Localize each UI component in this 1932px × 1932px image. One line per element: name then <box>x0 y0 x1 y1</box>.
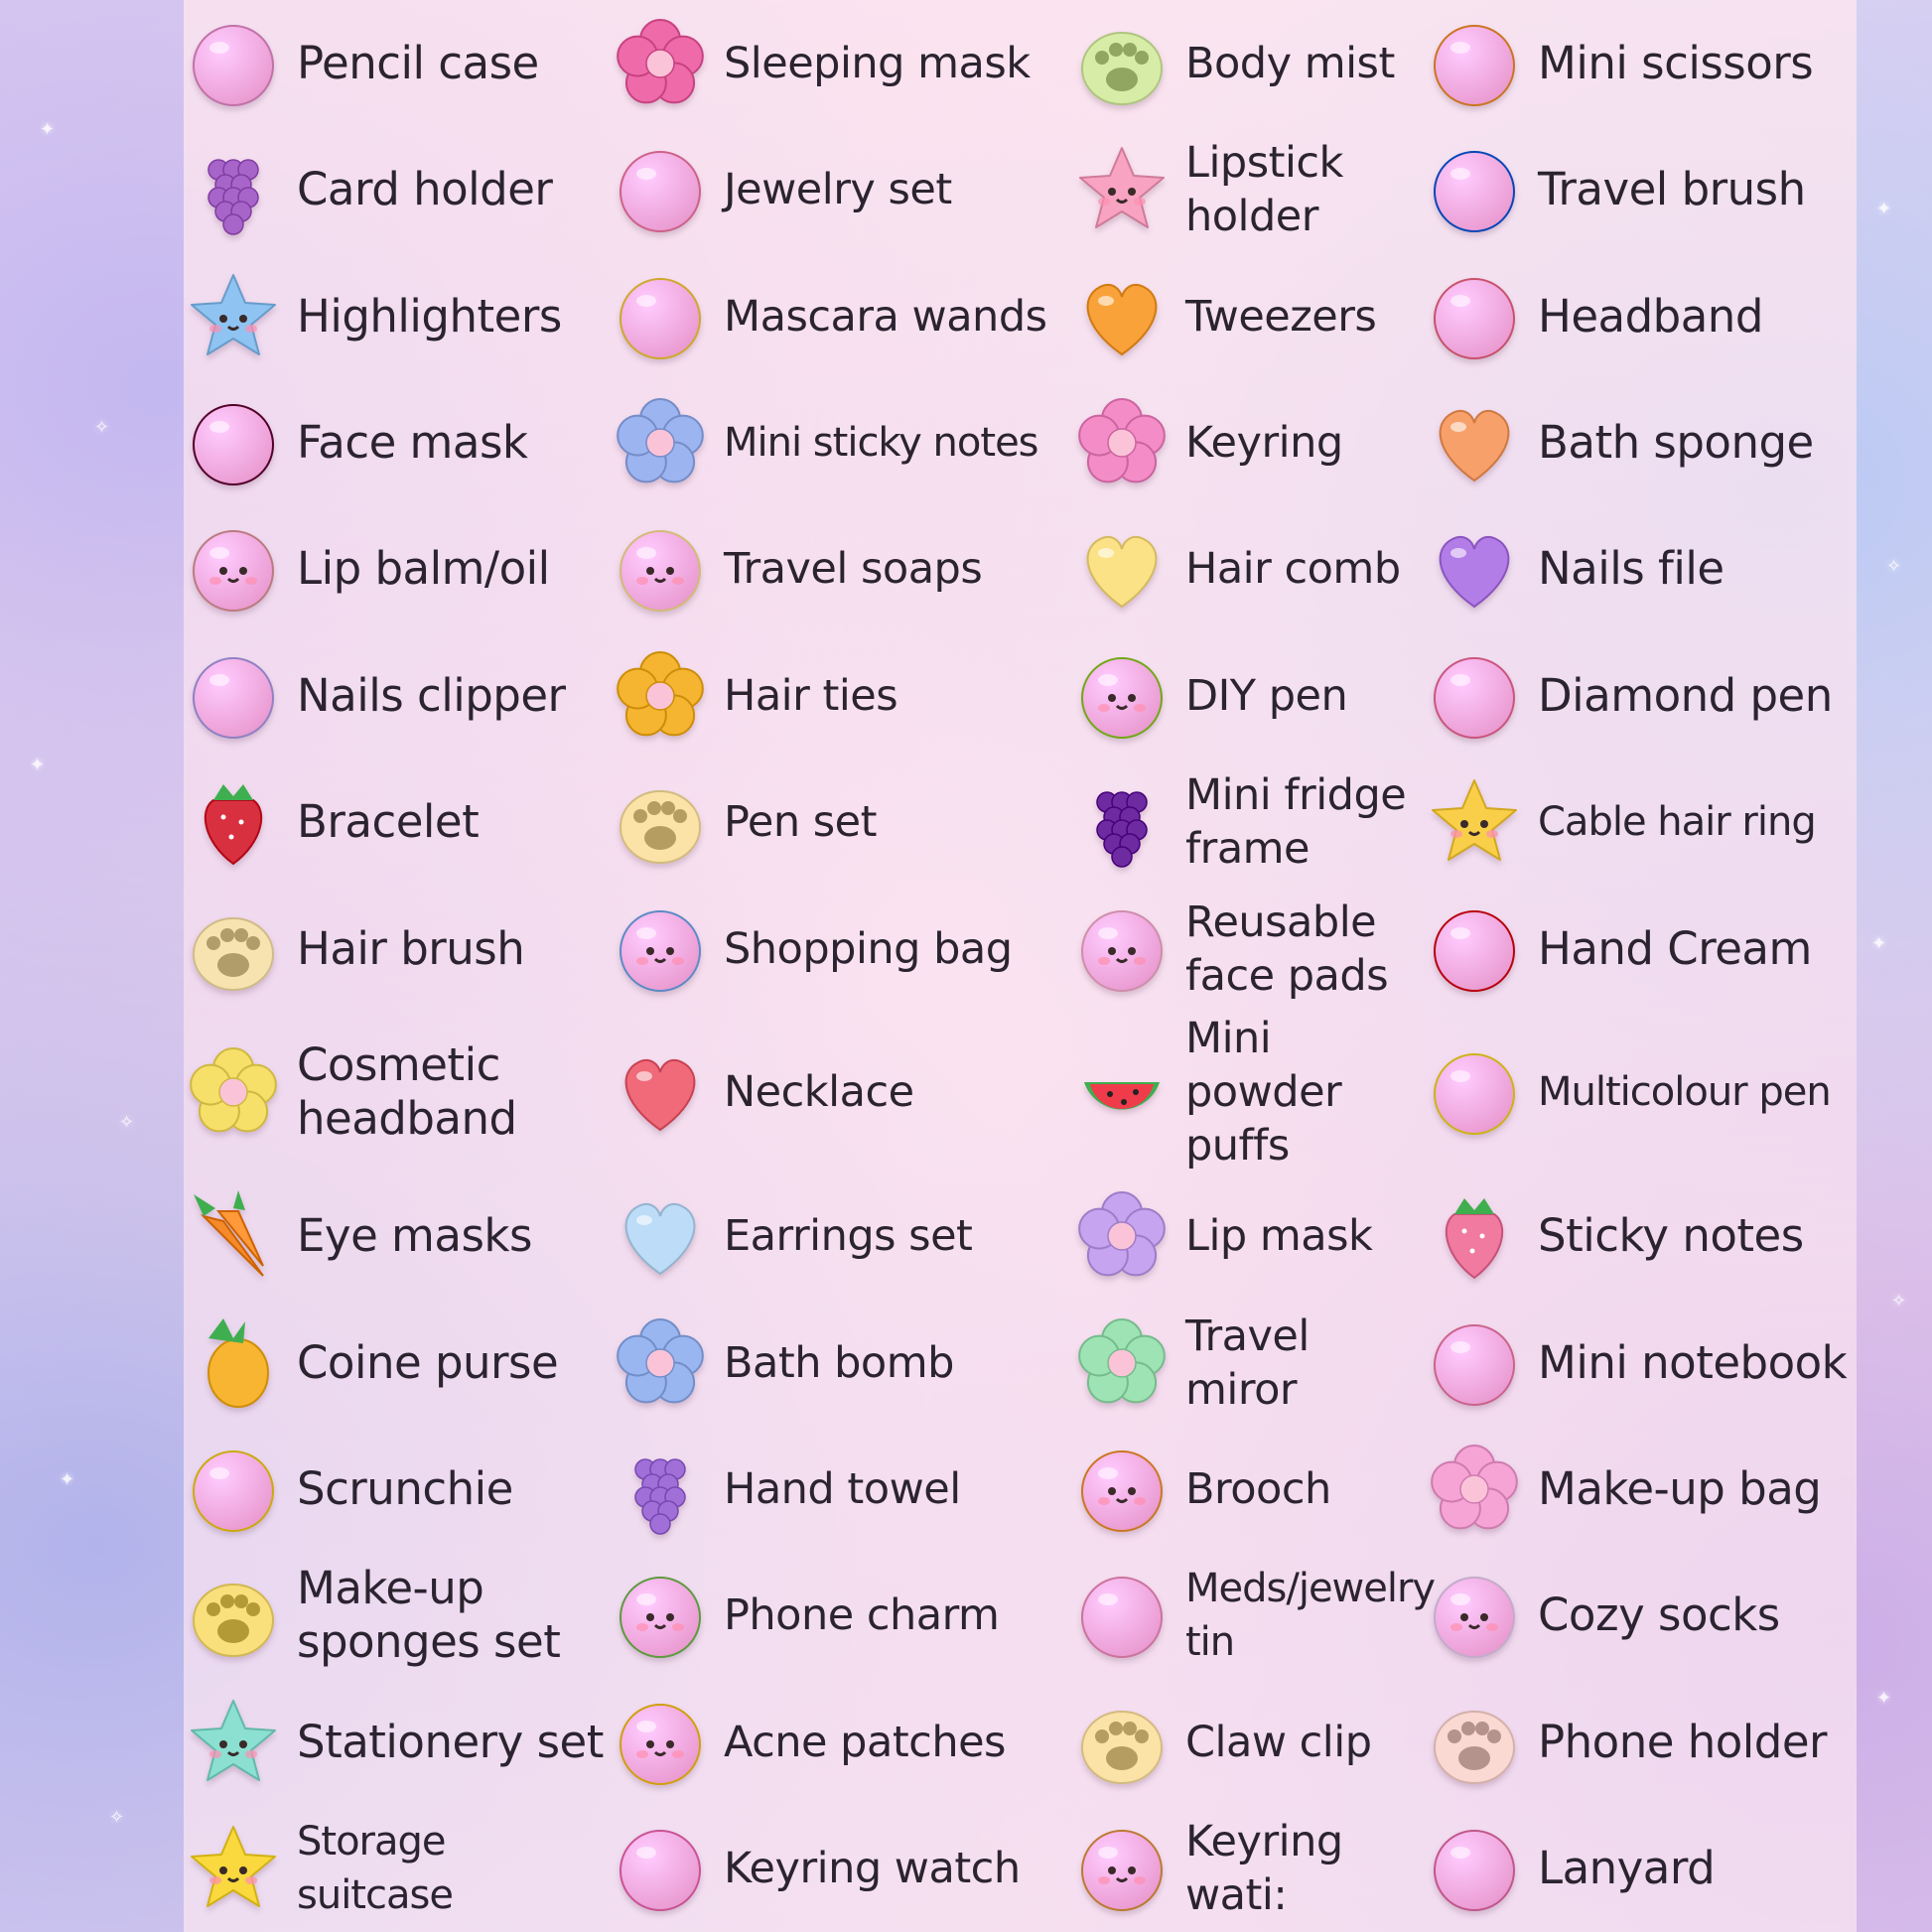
list-item <box>1425 759 1857 886</box>
item-label: Hair ties <box>724 670 898 721</box>
list-item <box>1072 1806 1425 1932</box>
sparkle: ✦ <box>1871 933 1887 954</box>
item-label: Face mask <box>297 415 528 469</box>
item-label: Travel miror <box>1185 1311 1310 1415</box>
list-item <box>1072 1173 1425 1299</box>
item-label: Earrings set <box>724 1211 973 1262</box>
shell-icon <box>1425 646 1524 746</box>
list-item <box>1072 0 1425 126</box>
item-label: Mini powder puffs <box>1185 1014 1342 1172</box>
heart-icon <box>1425 519 1524 619</box>
list-item <box>611 126 1072 252</box>
list-item <box>184 506 611 632</box>
list-item <box>1425 632 1857 759</box>
item-label: Cable hair ring <box>1538 799 1816 846</box>
sparkle: ✧ <box>119 1112 135 1133</box>
orange-cat-icon <box>1072 1440 1172 1539</box>
watermelon-icon <box>1072 1042 1172 1142</box>
list-item <box>184 886 611 1012</box>
list-item <box>611 506 1072 632</box>
item-label: Mini sticky notes <box>724 419 1038 466</box>
item-label: Jewelry set <box>724 165 952 215</box>
gem-icon <box>1425 1313 1524 1413</box>
list-item <box>1425 126 1857 252</box>
item-label: Storage suitcase <box>297 1819 453 1919</box>
item-label: Make-up sponges set <box>297 1562 561 1669</box>
item-label: Keyring <box>1185 417 1343 468</box>
item-label: Hair comb <box>1185 544 1401 595</box>
item-label: Necklace <box>724 1067 914 1118</box>
chick-icon <box>611 1693 710 1792</box>
item-label: Claw clip <box>1185 1717 1372 1767</box>
item-label: Nails file <box>1538 542 1725 596</box>
grape-bear-icon <box>611 1440 710 1539</box>
list-item <box>184 1173 611 1299</box>
item-label: Phone charm <box>724 1590 1000 1641</box>
pink-flower-icon <box>611 14 710 113</box>
flower-icon <box>611 393 710 492</box>
list-item <box>611 759 1072 886</box>
list-item <box>1072 886 1425 1012</box>
bunny-gift-icon <box>1072 899 1172 999</box>
sparkle: ✦ <box>30 755 46 775</box>
list-item <box>1425 1012 1857 1173</box>
dino-icon <box>611 1566 710 1665</box>
sunflower-icon <box>611 646 710 746</box>
list-item <box>1072 379 1425 505</box>
flower-icon <box>1072 1186 1172 1286</box>
item-label: Scrunchie <box>297 1461 513 1515</box>
item-label: Lanyard <box>1538 1842 1716 1895</box>
list-item <box>184 759 611 886</box>
list-item <box>1072 506 1425 632</box>
flower-icon <box>611 1313 710 1413</box>
carrot-icon <box>184 1186 283 1286</box>
tulip-icon <box>184 14 283 113</box>
item-label: Stationery set <box>297 1715 604 1768</box>
list-item <box>1425 1679 1857 1805</box>
list-item <box>611 1426 1072 1552</box>
paw-icon <box>184 1566 283 1665</box>
list-item <box>611 632 1072 759</box>
item-label: Bath sponge <box>1538 415 1814 469</box>
item-label: Coine purse <box>297 1335 559 1389</box>
pineapple-icon <box>184 1313 283 1413</box>
pink-lips-icon <box>1425 267 1524 366</box>
item-label: Acne patches <box>724 1717 1006 1767</box>
item-label: Reusable face pads <box>1185 897 1389 1001</box>
ghost-icon <box>1425 1566 1524 1665</box>
shooting-star-icon <box>1425 772 1524 872</box>
item-label: Sticky notes <box>1538 1209 1804 1263</box>
item-label: Tweezers <box>1185 291 1377 342</box>
item-label: Pencil case <box>297 36 539 89</box>
list-item <box>611 1679 1072 1805</box>
item-label: Hand Cream <box>1538 921 1812 975</box>
swirl-icon <box>1072 1566 1172 1665</box>
list-item <box>1425 379 1857 505</box>
list-item <box>184 126 611 252</box>
elephant-icon <box>611 899 710 999</box>
list-item <box>184 1012 611 1173</box>
item-label: Nails clipper <box>297 668 566 722</box>
list-item <box>611 886 1072 1012</box>
paw-icon <box>1072 14 1172 113</box>
list-item <box>184 1300 611 1426</box>
pink-clock-icon <box>611 1819 710 1918</box>
item-label: Lip mask <box>1185 1211 1373 1262</box>
list-item <box>611 1553 1072 1679</box>
sparkle: ✧ <box>1891 1291 1907 1311</box>
list-item <box>184 1553 611 1679</box>
item-label: DIY pen <box>1185 670 1348 721</box>
paw-icon <box>1072 1693 1172 1792</box>
paw-icon <box>611 772 710 872</box>
item-label: Bracelet <box>297 795 480 849</box>
list-item <box>184 1426 611 1552</box>
waffle-icon <box>611 267 710 366</box>
list-item <box>1072 126 1425 252</box>
item-label: Bath bomb <box>724 1337 954 1388</box>
item-label: Multicolour pen <box>1538 1069 1831 1116</box>
item-label: Travel soaps <box>724 544 983 595</box>
pink-flower-icon <box>1425 1440 1524 1539</box>
list-item <box>184 1679 611 1805</box>
item-label: Cozy socks <box>1538 1588 1780 1642</box>
sparkle: ✦ <box>40 119 56 140</box>
mangosteen-icon <box>184 393 283 492</box>
list-item <box>184 253 611 379</box>
item-label: Mini scissors <box>1538 36 1814 89</box>
item-label: Pen set <box>724 797 877 848</box>
sparkle: ✧ <box>109 1807 125 1828</box>
list-item <box>1072 632 1425 759</box>
cookie-icon <box>1425 14 1524 113</box>
list-item <box>611 1806 1072 1932</box>
item-label: Meds/jewelry tin <box>1185 1566 1436 1666</box>
list-item <box>1072 759 1425 886</box>
paw-icon <box>184 899 283 999</box>
item-label: Sleeping mask <box>724 38 1031 88</box>
heart-icon <box>1072 519 1172 619</box>
item-label: Phone holder <box>1538 1715 1828 1768</box>
item-label: Mini fridge frame <box>1185 770 1407 875</box>
sparkle: ✦ <box>1876 199 1892 219</box>
yellow-star-icon <box>184 1819 283 1918</box>
flower-icon <box>1072 1313 1172 1413</box>
item-label: Eye masks <box>297 1209 532 1263</box>
item-label: Brooch <box>1185 1463 1331 1514</box>
list-item <box>611 1300 1072 1426</box>
blue-star-icon <box>184 267 283 366</box>
list-item <box>184 1806 611 1932</box>
list-item <box>1425 1553 1857 1679</box>
grape-icon <box>184 140 283 239</box>
list-item <box>611 1173 1072 1299</box>
list-item <box>611 1012 1072 1173</box>
item-label: Body mist <box>1185 38 1395 88</box>
list-item <box>1072 253 1425 379</box>
list-item <box>611 0 1072 126</box>
item-label: Highlighters <box>297 289 562 343</box>
flower-leaf-icon <box>1072 393 1172 492</box>
item-label: Keyring wati: <box>1185 1817 1343 1921</box>
teddy-bear-icon <box>184 519 283 619</box>
leaf-sprig-icon <box>184 646 283 746</box>
item-label: Keyring watch <box>724 1844 1021 1894</box>
item-label: Lip balm/oil <box>297 542 550 596</box>
sparkle: ✦ <box>60 1469 75 1490</box>
list-item <box>1425 1300 1857 1426</box>
heart-icon <box>611 1042 710 1142</box>
list-item <box>1072 1679 1425 1805</box>
list-item <box>1072 1426 1425 1552</box>
list-item <box>184 632 611 759</box>
cat-face-icon <box>611 519 710 619</box>
grape-icon <box>1072 772 1172 872</box>
list-item <box>1072 1553 1436 1679</box>
pink-star-icon <box>1072 140 1172 239</box>
item-label: Headband <box>1538 289 1763 343</box>
apple-smile-icon <box>1425 899 1524 999</box>
list-item <box>1425 886 1857 1012</box>
heart-icon <box>611 1186 710 1286</box>
item-label: Make-up bag <box>1538 1461 1822 1515</box>
strawberry-icon <box>1425 1186 1524 1286</box>
list-item <box>611 253 1072 379</box>
list-item <box>1072 1300 1425 1426</box>
sparkle: ✧ <box>1886 556 1902 577</box>
item-label: Hair brush <box>297 921 525 975</box>
list-item <box>1072 1012 1425 1173</box>
gift-list-grid <box>184 0 1857 1932</box>
lemon-icon <box>1425 1042 1524 1142</box>
item-label: Diamond pen <box>1538 668 1833 722</box>
list-item <box>184 0 611 126</box>
list-item <box>1425 1426 1857 1552</box>
heart-icon <box>1425 393 1524 492</box>
flower-icon <box>184 1042 283 1142</box>
list-item <box>1425 1173 1857 1299</box>
balloon-cluster-icon <box>1425 1819 1524 1918</box>
list-item <box>1425 253 1857 379</box>
item-label: Mascara wands <box>724 291 1047 342</box>
item-label: Shopping bag <box>724 923 1013 974</box>
item-label: Mini notebook <box>1538 1335 1848 1389</box>
strawberry-icon <box>184 772 283 872</box>
item-label: Hand towel <box>724 1463 961 1514</box>
mint-star-icon <box>184 1693 283 1792</box>
list-item <box>611 379 1072 505</box>
sparkle: ✧ <box>94 417 110 438</box>
list-item <box>1425 1806 1857 1932</box>
item-label: Lipstick holder <box>1185 138 1343 242</box>
green-frog-icon <box>1072 646 1172 746</box>
list-item <box>1425 506 1857 632</box>
melon-icon <box>184 1440 283 1539</box>
item-label: Card holder <box>297 163 553 216</box>
bear-icon <box>1072 1819 1172 1918</box>
blue-clock-icon <box>1425 140 1524 239</box>
paw-icon <box>1425 1693 1524 1792</box>
orange-heart-icon <box>1072 267 1172 366</box>
balloon-bouquet-icon <box>611 140 710 239</box>
list-item <box>1425 0 1857 126</box>
item-label: Cosmetic headband <box>297 1038 517 1146</box>
list-item <box>184 379 611 505</box>
item-label: Travel brush <box>1538 163 1806 216</box>
sparkle: ✦ <box>1876 1688 1892 1709</box>
